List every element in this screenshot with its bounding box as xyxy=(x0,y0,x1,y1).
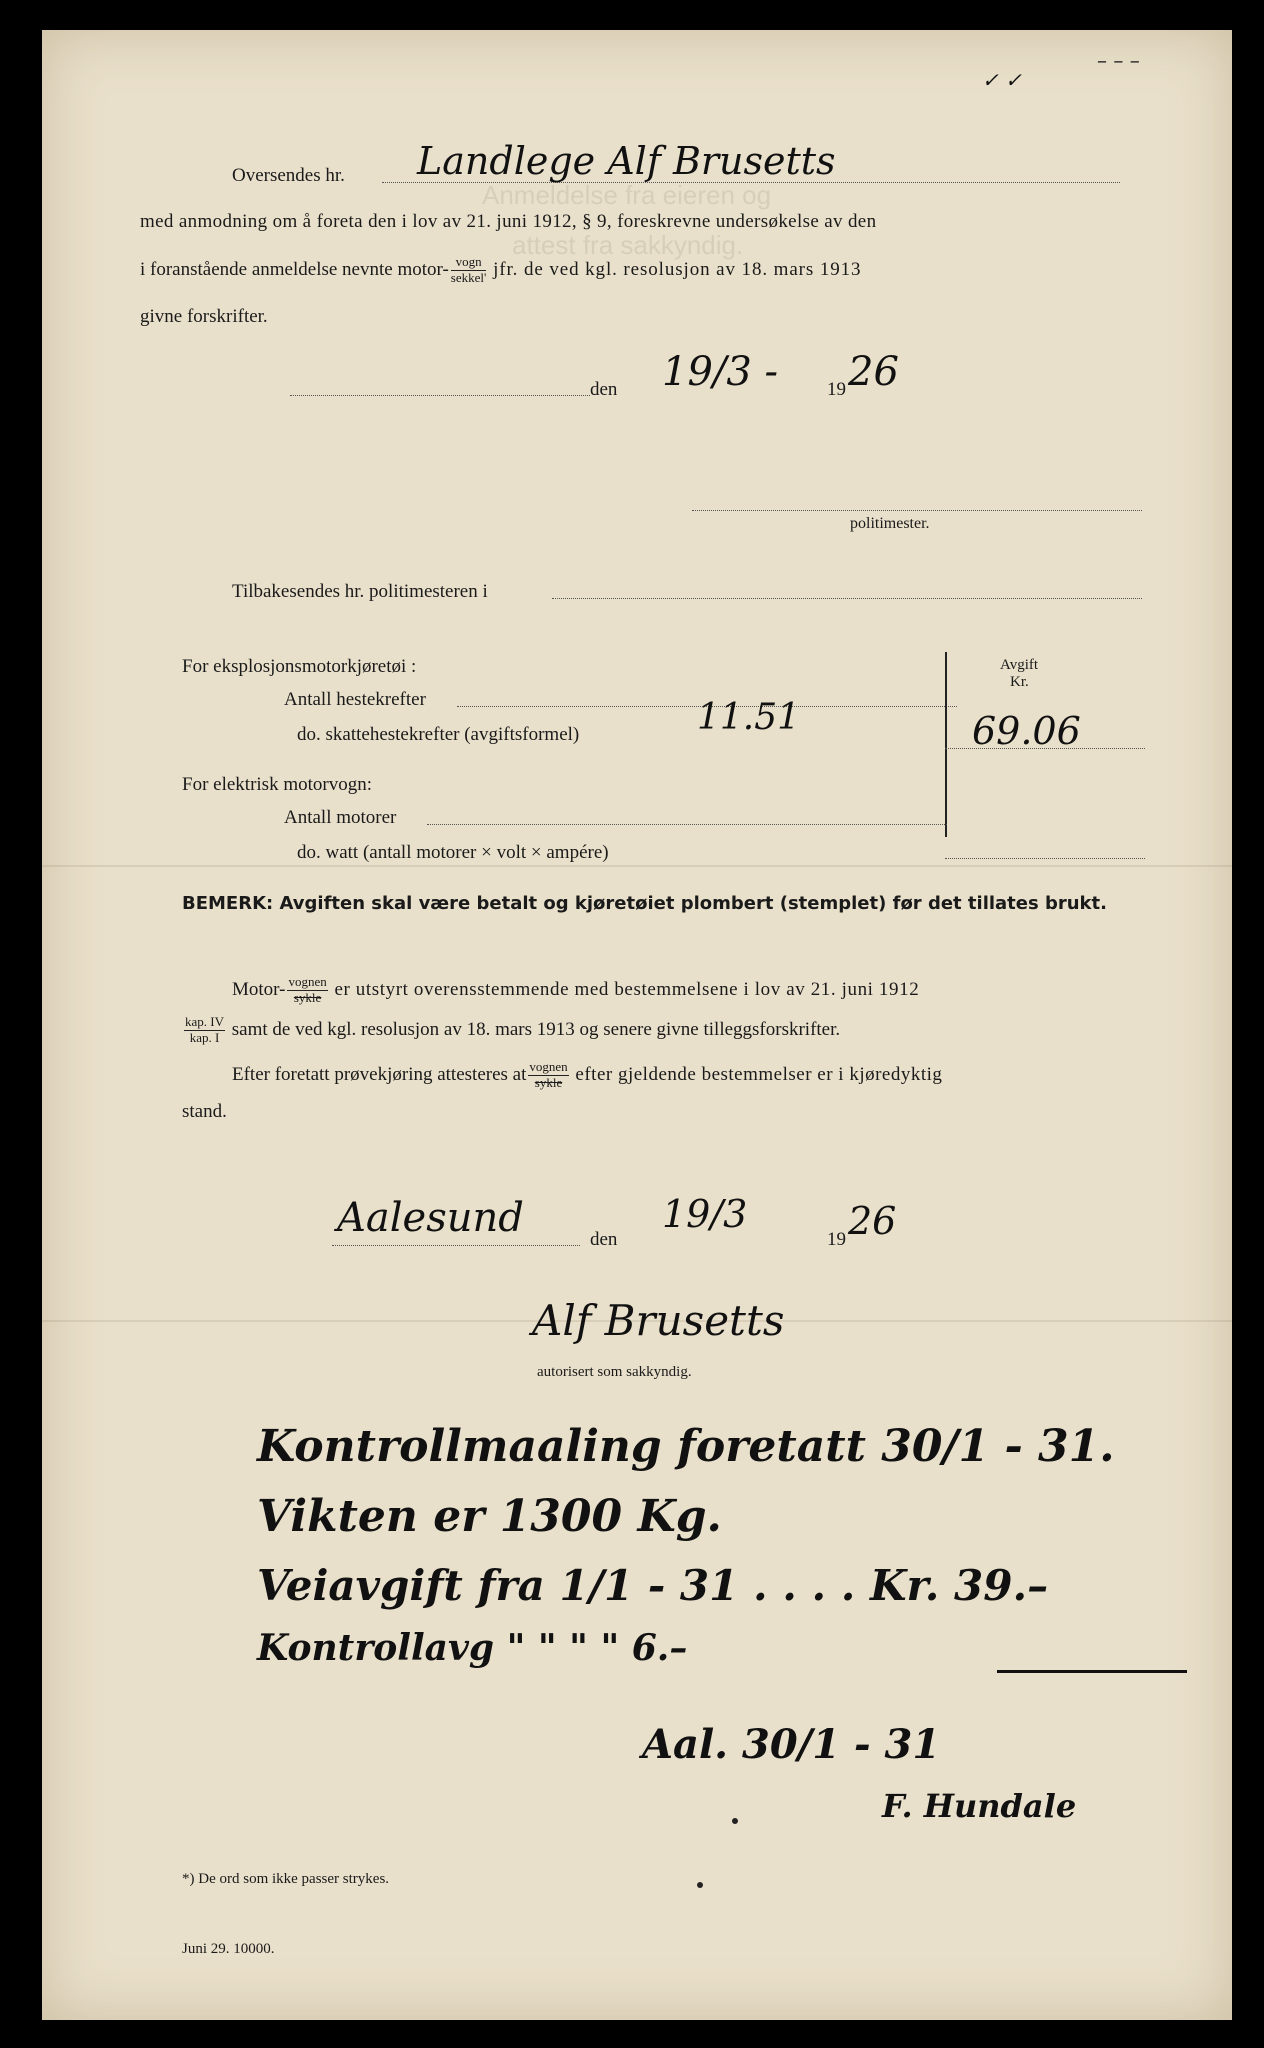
column-divider xyxy=(945,652,947,837)
print-info: Juni 29. 10000. xyxy=(182,1941,275,1957)
place-handwriting: Aalesund xyxy=(337,1195,524,1241)
fill-line xyxy=(945,858,1145,859)
note-line-3: Veiavgift fra 1/1 - 31 . . . . Kr. 39.– xyxy=(257,1561,1049,1610)
antall-motorer-label: Antall motorer xyxy=(284,807,397,828)
footnote: *) De ord som ikke passer strykes. xyxy=(182,1871,390,1887)
den-label: den xyxy=(590,1229,618,1250)
fill-line xyxy=(290,395,590,396)
year-handwriting: 26 xyxy=(848,349,899,395)
attest-line-1: Motor- $\frac{\text{vognen}}{\text{sykle}}$ er utstyrt overensstemmende med bestemmelsene i lov av 21. juni 1912 xyxy=(232,974,920,1005)
avgift-value-handwriting: 69.06 xyxy=(972,709,1081,753)
fill-line xyxy=(427,824,947,825)
corner-mark: – – – xyxy=(1097,48,1140,72)
date-handwriting: 19/3 xyxy=(662,1192,748,1236)
politimester-label: politimester. xyxy=(850,515,930,532)
fill-line xyxy=(945,748,1145,749)
electric-heading: For elektrisk motorvogn: xyxy=(182,774,372,795)
vognen-sykle-fraction: $\frac{\text{vognen}}{\text{sykle}}$ xyxy=(288,974,327,1005)
note-line-4: Kontrollavg " " " " 6.– xyxy=(257,1627,688,1669)
note-line-1: Kontrollmaaling foretatt 30/1 - 31. xyxy=(257,1421,1115,1472)
signature-handwriting: Alf Brusetts xyxy=(532,1296,785,1345)
anmodning-line-2: i foranstående anmeldelse nevnte motor- $\frac{\text{vogn}}{\text{sekkel'}}$ jfr. de ved kgl. resolusjon av 18. mars 1913 xyxy=(140,254,862,285)
oversendes-label: Oversendes hr. xyxy=(232,165,345,186)
sakkyndig-label: autorisert som sakkyndig. xyxy=(537,1364,692,1380)
year-handwriting: 26 xyxy=(848,1199,897,1243)
attest-line-4: stand. xyxy=(182,1101,227,1122)
den-label: den xyxy=(590,379,618,400)
document-page xyxy=(42,30,1232,2020)
avgift-label: Avgift xyxy=(1000,657,1039,673)
vogn-sekkel-fraction: $\frac{\text{vogn}}{\text{sekkel'}}$ xyxy=(450,254,487,285)
fill-line xyxy=(552,598,1142,599)
year-prefix: 19 xyxy=(827,379,846,400)
attest-line-3: Efter foretatt prøvekjøring attesteres at $\frac{\text{vognen}}{\text{sykle}}$ efter gjeldende bestemmelser er i kjøredyktig xyxy=(232,1059,943,1090)
vognen-sykle-fraction: $\frac{\text{vognen}}{\text{sykle}}$ xyxy=(529,1059,568,1090)
fill-line xyxy=(692,510,1142,511)
underline xyxy=(997,1670,1187,1673)
skattehestekrefter-label: do. skattehestekrefter (avgiftsformel) xyxy=(297,724,580,745)
kap-fraction: $\frac{\text{kap. IV}}{\text{kap. I}}$ xyxy=(185,1014,224,1045)
ink-spot xyxy=(697,1882,703,1888)
date-handwriting: 19/3 - xyxy=(662,349,779,395)
note-line-5: Aal. 30/1 - 31 xyxy=(642,1721,941,1768)
bleed-through-text: attest fra sakkyndig. xyxy=(512,230,744,260)
bemerk-note: BEMERK: Avgiften skal være betalt og kjøretøiet plombert (stemplet) før det tillates brukt. xyxy=(182,893,1107,914)
hp-value-handwriting: 11.51 xyxy=(697,697,801,738)
note-line-2: Vikten er 1300 Kg. xyxy=(257,1491,722,1542)
note-line-6: F. Hundale xyxy=(882,1787,1077,1825)
fold-line xyxy=(42,865,1232,867)
avgift-kr-label: Kr. xyxy=(1010,674,1029,690)
explosion-heading: For eksplosjonsmotorkjøretøi : xyxy=(182,656,417,677)
anmodning-line-3: givne forskrifter. xyxy=(140,306,268,327)
antall-hestekrefter-label: Antall hestekrefter xyxy=(284,689,426,710)
tilbakesendes-label: Tilbakesendes hr. politimesteren i xyxy=(232,581,488,602)
fill-line xyxy=(332,1245,580,1246)
year-prefix: 19 xyxy=(827,1229,846,1250)
watt-label: do. watt (antall motorer × volt × ampére) xyxy=(297,842,609,863)
recipient-handwriting: Landlege Alf Brusetts xyxy=(417,139,836,183)
bleed-through-text: Anmeldelse fra eieren og xyxy=(482,180,772,210)
ink-spot xyxy=(732,1818,738,1824)
anmodning-line-1: med anmodning om å foreta den i lov av 21. juni 1912, § 9, foreskrevne undersøkelse av den xyxy=(140,211,877,232)
attest-line-2: $\frac{\text{kap. IV}}{\text{kap. I}}$ samt de ved kgl. resolusjon av 18. mars 1913 og senere givne tilleggsforskrifter. xyxy=(185,1014,841,1045)
corner-mark: ✓ ✓ xyxy=(982,68,1022,92)
